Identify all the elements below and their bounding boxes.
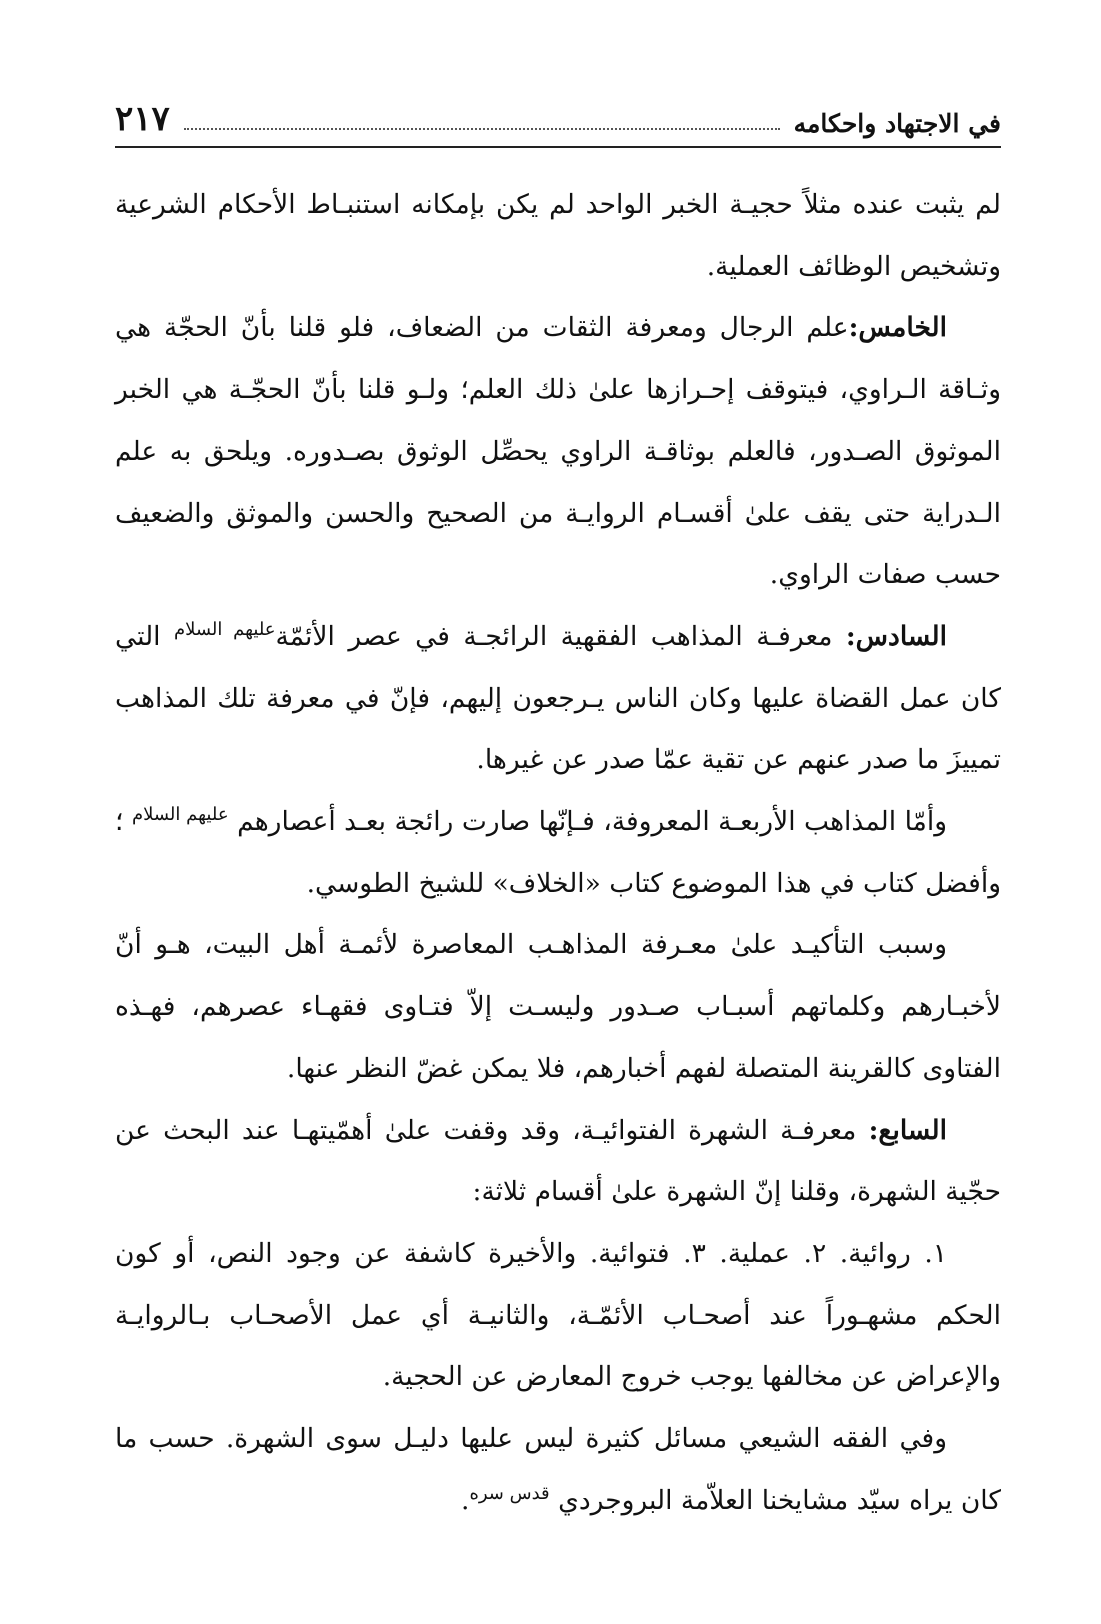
paragraph-text: معرفـة الشهرة الفتوائيـة، وقد وقفت علىٰ أهمّيتهـا عند البحث عن حجّية الشهرة، وقلنا إنّ الشهرة علىٰ أقسام ثلاثة: [115,1114,1001,1208]
paragraph-text: وسبب التأكيـد علىٰ معـرفة المذاهـب المعاصرة لأئمـة أهل البيت، هـو أنّ لأخبـارهم وكلماتهم أسبـاب صـدور وليسـت إلاّ فتـاوى فقهـاء عصرهم، فهـذه الفتاوى كالقرينة المتصلة لفهم أخبارهم، فلا يمكن غضّ النظر عنها. [115,929,1001,1084]
paragraph [115,1408,1001,1531]
paragraph-text: وفي الفقه الشيعي مسائل كثيرة ليس عليها دليـل سوى الشهرة. حسب ما كان يراه سيّد مشايخنا العلاّمة البروجردي [115,1423,1001,1516]
paragraph-lead: الخامس: [848,312,947,344]
paragraph-lead: السابع: [868,1114,947,1146]
paragraph-text-continued: . [461,1484,470,1516]
paragraph [115,791,1001,914]
paragraph [115,606,1001,791]
paragraph-text: لم يثبت عنده مثلاً حجيـة الخبر الواحد لم يكن بإمكانه استنبـاط الأحكام الشرعية وتشخيص الوظائف العملية. [115,189,1001,282]
body-text [115,174,1001,1531]
leader-dots [184,128,780,130]
honorific-glyph: عليهم السلام [131,804,229,826]
running-header [115,84,1001,139]
paragraph-text: علم الرجال ومعرفة الثقات من الضعاف، فلو قلنا بأنّ الحجّة هي وثـاقة الـراوي، فيتوقف إحـرازها علىٰ ذلك العلم؛ ولـو قلنا بأنّ الحجّـة هي الخبر الموثوق الصـدور، فالعلم بوثاقـة الراوي يحصِّل الوثوق بصـدوره. ويلحق به علم الـدراية حتى يقف علىٰ أقسـام الروايـة من الصحيح والحسن والموثق والضعيف حسب صفات الراوي. [115,312,1001,591]
page-number: ٢١٧ [115,99,170,139]
honorific-glyph: قدس سره [469,1482,550,1504]
paragraph [115,1223,1001,1408]
paragraph-text-continued: ؛ وأفضل كتاب في هذا الموضوع كتاب «الخلاف» للشيخ الطوسي. [115,806,1001,899]
paragraph-text: وأمّا المذاهب الأربعـة المعروفة، فـإنّها صارت رائجة بعـد أعصارهم [237,806,947,838]
paragraph-text-continued: التي كان عمل القضاة عليها وكان الناس يـرجعون إليهم، فإنّ في معرفة تلك المذاهب تمييزَ ما صدر عنهم عن تقية عمّا صدر عن غيرها. [115,620,1001,776]
paragraph [115,174,1001,297]
paragraph-lead: السادس: [845,620,947,652]
paragraph [115,1100,1001,1223]
paragraph [115,297,1001,606]
running-header-title: في الاجتهاد واحكامه [793,109,1001,138]
paragraph [115,914,1001,1099]
honorific-glyph: عليهم السلام [173,619,276,641]
header-rule [115,146,1001,148]
paragraph-text: ١. روائية. ٢. عملية. ٣. فتوائية. والأخيرة كاشفة عن وجود النص، أو كون الحكم مشهـوراً عند أصحـاب الأئمّـة، والثانيـة أي عمل الأصحـاب بـالروايـة والإعراض عن مخالفها يوجب خروج المعارض عن الحجية. [115,1237,1001,1393]
paragraph-text: معرفـة المذاهب الفقهية الرائجـة في عصر الأئمّة [275,620,833,652]
